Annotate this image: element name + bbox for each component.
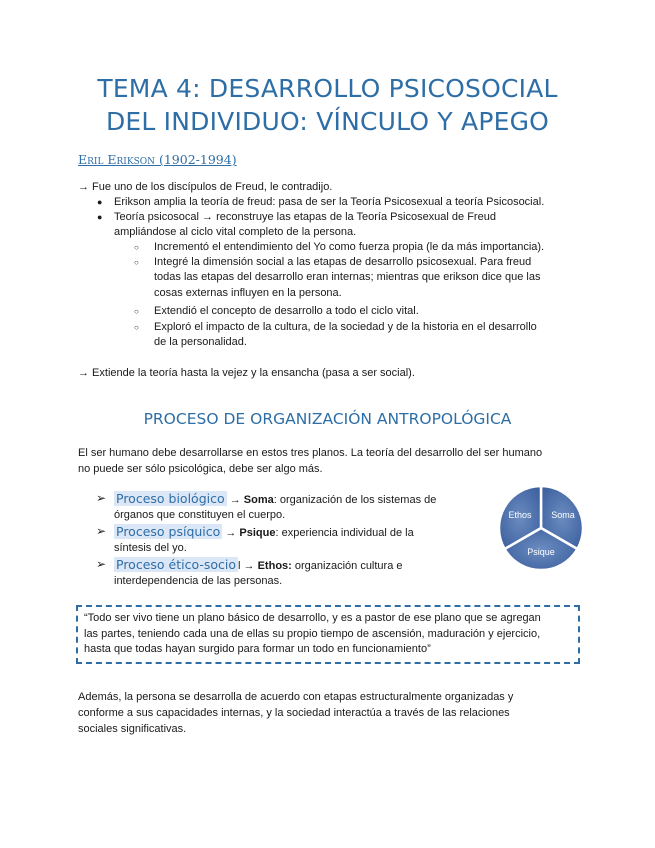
bullet-icon: ● (97, 212, 103, 222)
sub-bullet-2-text-line-2: todas las etapas del desarrollo eran internas; mientras que erikson dice que las (154, 271, 541, 283)
closing-line-2: conforme a sus capacidades internas, y la sociedad interactúa a través de las relaciones (78, 707, 510, 719)
arrowhead-bullet-icon: ➢ (96, 557, 107, 571)
quote-box (76, 605, 580, 664)
sub-bullet-1-text: Incrementó el entendimiento del Yo como fuerza propia (le da más importancia). (154, 241, 545, 253)
arrowhead-bullet-icon: ➢ (96, 524, 107, 538)
sub-bullet-3-text: Extendió el concepto de desarrollo a todo el ciclo vital. (154, 305, 419, 317)
bullet-1-text: Erikson amplia la teoría de freud: pasa de ser la Teoría Psicosexual a teoría Psicosocial. (114, 196, 545, 208)
quote-line-1: “Todo ser vivo tiene un plano básico de desarrollo, y es a pastor de ese plano que se agregan (84, 612, 541, 624)
arrowhead-bullet-icon: ➢ (96, 491, 107, 505)
section-intro-line-2: no puede ser sólo psicológica, debe ser algo más. (78, 463, 323, 475)
sub-bullet-icon: ○ (134, 323, 139, 332)
process-term: Ethos: (257, 560, 292, 572)
process-name: Proceso biológico (116, 491, 225, 506)
process-etico-social-line-2: interdependencia de las personas. (114, 575, 283, 587)
title-line-1: TEMA 4: DESARROLLO PSICOSOCIAL (97, 74, 558, 103)
sub-bullet-2-text-line-3: cosas externas influyen en la persona. (154, 287, 342, 299)
sub-bullet-icon: ○ (134, 258, 139, 267)
sub-bullet-icon: ○ (134, 307, 139, 316)
bullet-2-text-line-2: ampliándose al ciclo vital completo de la persona. (114, 226, 357, 238)
closing-line-3: sociales significativas. (78, 723, 187, 735)
closing-line-1: Además, la persona se desarrolla de acuerdo con etapas estructuralmente organizadas y (78, 691, 514, 703)
process-psiquico-line-2: síntesis del yo. (114, 542, 187, 554)
process-biologico-line-2: órganos que constituyen el cuerpo. (114, 509, 286, 521)
process-term: Psique (239, 527, 276, 539)
sub-bullet-icon: ○ (134, 243, 139, 252)
process-name: Proceso psíquico (116, 524, 221, 539)
sub-bullet-2-text-line-1: Integré la dimensión social a las etapas de desarrollo psicosexual. Para freud (154, 256, 532, 268)
cycle-diagram (494, 484, 588, 570)
extends-line: → Extiende la teoría hasta la vejez y la ensancha (pasa a ser social). (78, 367, 415, 379)
process-term: Soma (243, 494, 274, 506)
bullet-icon: ● (97, 197, 103, 207)
section-intro-line-1: El ser humano debe desarrollarse en estos tres planos. La teoría del desarrollo del ser humano (78, 447, 543, 459)
author-heading: Eril Erikson (1902-1994) (78, 152, 237, 167)
process-psiquico: Proceso psíquico → Psique: experiencia individual de la (116, 524, 414, 539)
bullet-2-text-line-1: Teoría psicosocal → reconstruye las etapas de la Teoría Psicosexual de Freud (114, 211, 496, 223)
soma-label: Soma (551, 510, 575, 520)
quote-line-2: las partes, teniendo cada una de ellas su propio tiempo de ascensión, maduración y ejercicio, (84, 628, 541, 640)
psique-label: Psique (527, 547, 555, 557)
intro-line: → Fue uno de los discípulos de Freud, le contradijo. (78, 181, 333, 193)
title-line-2: DEL INDIVIDUO: VÍNCULO Y APEGO (105, 107, 550, 136)
process-etico-social: Proceso ético-socio l → Ethos: organización cultura e (116, 557, 403, 572)
section-heading: PROCESO DE ORGANIZACIÓN ANTROPOLÓGICA (143, 410, 512, 428)
page-title (60, 72, 595, 138)
sub-bullet-4-text-line-1: Exploró el impacto de la cultura, de la sociedad y de la historia en el desarrollo (154, 321, 537, 333)
ethos-label: Ethos (508, 510, 532, 520)
sub-bullet-4-text-line-2: de la personalidad. (154, 336, 247, 348)
process-biologico: Proceso biológico → Soma: organización de los sistemas de (116, 491, 437, 506)
process-name: Proceso ético-socio (116, 557, 237, 572)
quote-line-3: hasta que todas hayan surgido para formar un todo en funcionamiento” (84, 643, 431, 655)
